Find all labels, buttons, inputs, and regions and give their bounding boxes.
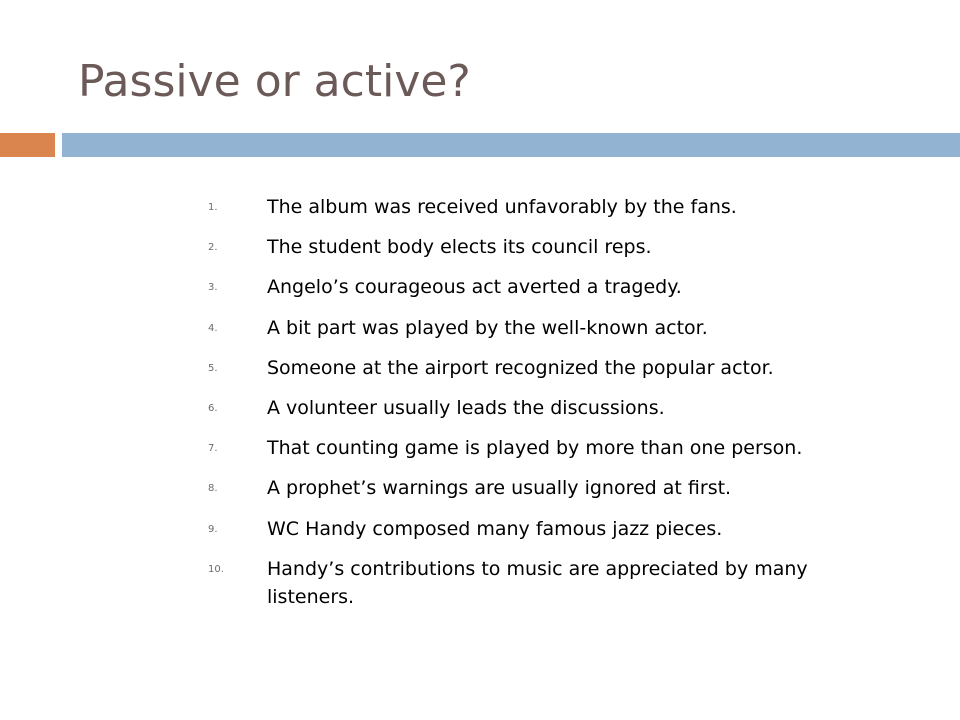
- list-item: [205, 354, 885, 382]
- accent-bar-blue: [62, 133, 960, 157]
- item-number: 8.: [208, 483, 218, 495]
- item-number: 9.: [208, 523, 218, 535]
- slide-title: Passive or active?: [78, 56, 471, 107]
- item-number: 2.: [208, 242, 218, 254]
- item-number: 4.: [208, 322, 218, 334]
- item-text: The album was received unfavorably by the fans.: [267, 196, 737, 218]
- list-item: [205, 515, 885, 543]
- item-text: A volunteer usually leads the discussions.: [267, 396, 665, 419]
- item-number: 5.: [208, 362, 218, 374]
- item-text: A prophet’s warnings are usually ignored at first.: [267, 477, 732, 500]
- list-item: [205, 233, 885, 261]
- list-item: [205, 394, 885, 422]
- list-item: [205, 273, 885, 301]
- item-text: Angelo’s courageous act averted a tragedy.: [267, 276, 682, 299]
- item-number: 7.: [208, 443, 218, 455]
- accent-bar-orange: [0, 133, 55, 157]
- item-text: Handy’s contributions to music are appreciated by many listeners.: [267, 557, 808, 608]
- list-item: [205, 555, 885, 611]
- item-number: 10.: [208, 563, 224, 575]
- list-item: [205, 474, 885, 502]
- list-item: [205, 193, 885, 221]
- list-item: [205, 434, 885, 462]
- item-text: The student body elects its council reps.: [267, 236, 652, 259]
- item-number: 3.: [208, 282, 218, 294]
- item-text: A bit part was played by the well-known actor.: [267, 316, 708, 339]
- list-item: [205, 314, 885, 342]
- sentence-list: [205, 193, 885, 623]
- item-number: 1.: [208, 202, 218, 213]
- item-text: Someone at the airport recognized the popular actor.: [267, 356, 774, 379]
- item-number: 6.: [208, 402, 218, 414]
- item-text: WC Handy composed many famous jazz pieces.: [267, 517, 723, 540]
- item-text: That counting game is played by more than one person.: [267, 437, 803, 460]
